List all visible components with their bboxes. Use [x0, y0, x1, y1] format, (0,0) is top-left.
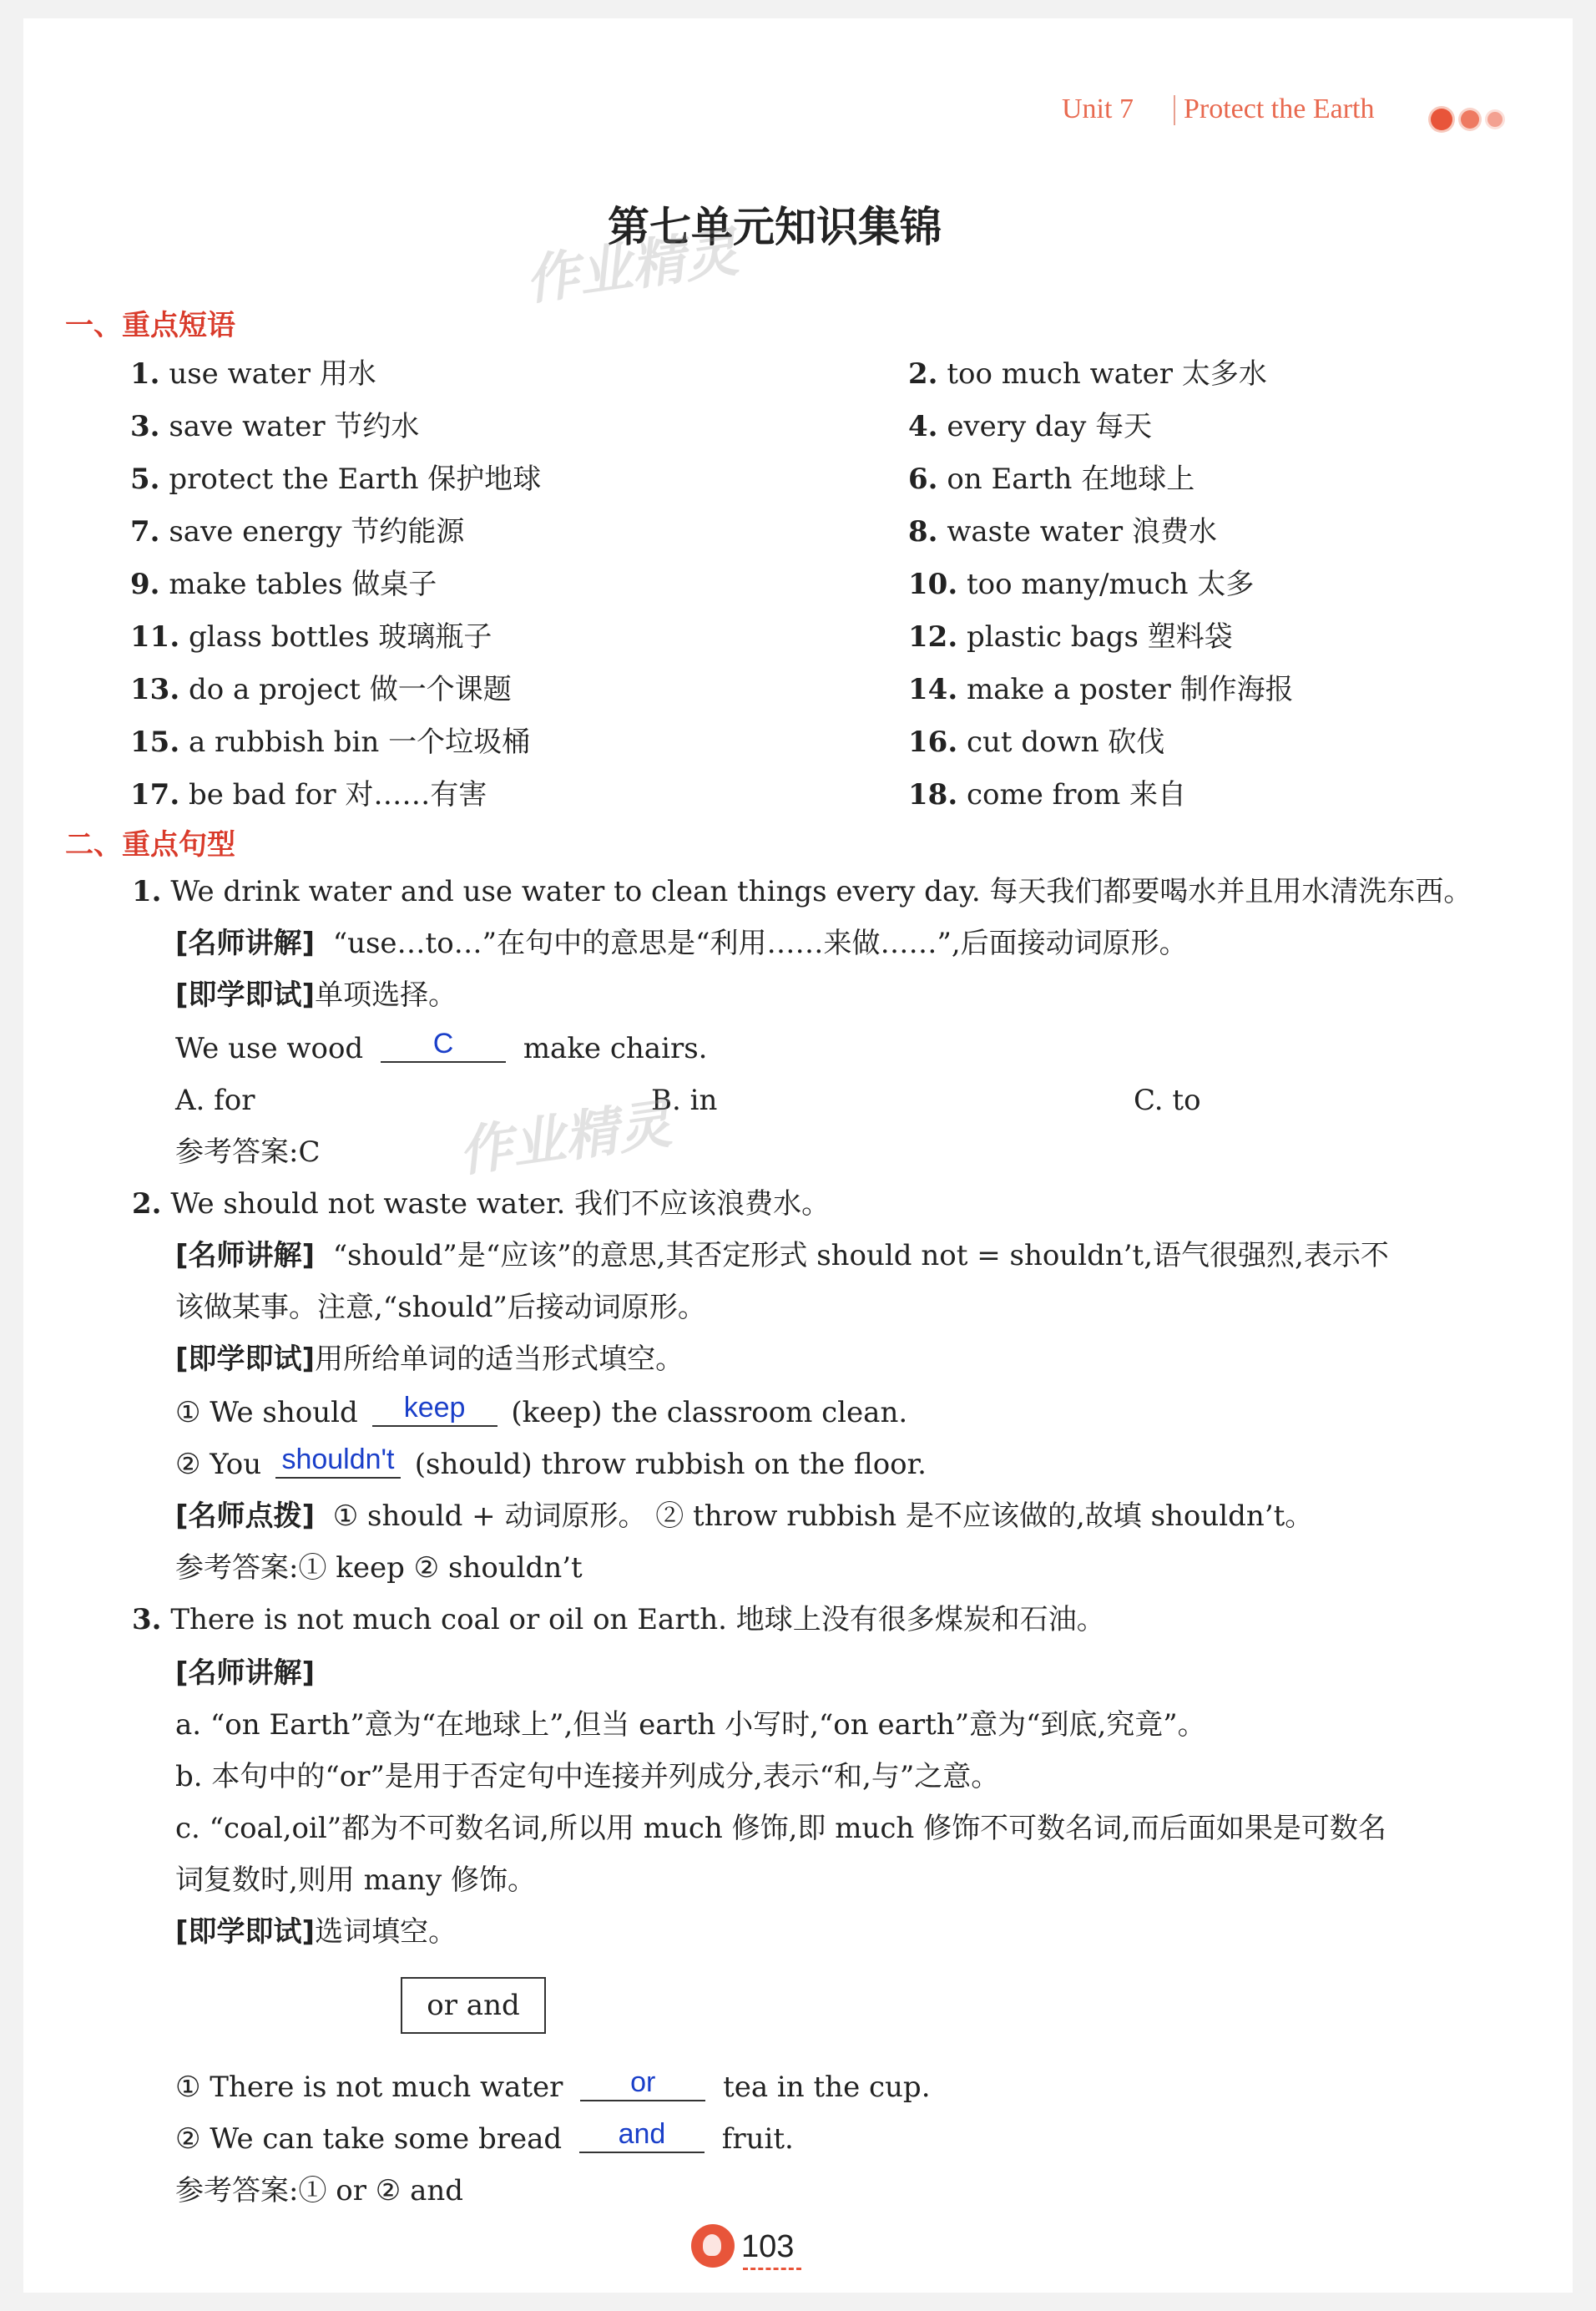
phrase-text: make a poster 制作海报 [966, 673, 1294, 706]
s1-sentence: 1. We drink water and use water to clean things every day. 每天我们都要喝水并且用水清洗东西。 [132, 875, 1472, 908]
s1-question: We use wood C make chairs. [175, 1028, 708, 1065]
phrase-text: use water 用水 [169, 357, 376, 391]
phrase-text: make tables 做桌子 [169, 568, 437, 601]
phrase-number: 1. [130, 357, 160, 391]
watermark-logo: 作业精灵 [521, 221, 742, 313]
s2-explain: [名师讲解] “should”是“应该”的意思,其否定形式 should not = shouldn’t,语气很强烈,表示不 [175, 1239, 1389, 1272]
s1-option-c: C. to [1134, 1084, 1201, 1117]
phrase-text: cut down 砍伐 [966, 726, 1165, 759]
page-number-badge-icon [691, 2224, 735, 2268]
phrase-item [908, 722, 1164, 762]
s3-word-box [401, 1977, 546, 2034]
s3-point-a: a. “on Earth”意为“在地球上”,但当 earth 小写时,“on earth”意为“到底,究竟”。 [175, 1708, 1206, 1742]
page-number: 103 [741, 2229, 795, 2264]
s1-option-b: B. in [651, 1084, 718, 1117]
phrase-number: 12. [908, 620, 958, 654]
s2-tip: [名师点拨] ① should + 动词原形。 ② throw rubbish 是不应该做的,故填 shouldn’t。 [175, 1499, 1314, 1533]
watermark-logo-2: 作业精灵 [454, 1093, 675, 1185]
phrase-item [130, 670, 512, 710]
phrase-number: 11. [130, 620, 180, 654]
phrase-item [130, 564, 437, 604]
s2-sentence: 2. We should not waste water. 我们不应该浪费水。 [132, 1187, 831, 1221]
phrase-item [908, 564, 1254, 604]
section1-title: 一、重点短语 [65, 309, 235, 342]
s3-reference: 参考答案:① or ② and [175, 2174, 464, 2207]
phrase-text: save energy 节约能源 [169, 515, 465, 549]
s1-practice: [即学即试]单项选择。 [175, 979, 457, 1012]
s2-question-1: ① We should keep (keep) the classroom clean. [175, 1392, 908, 1429]
s1-answer-blank: C [381, 1033, 506, 1063]
phrase-number: 13. [130, 673, 180, 706]
phrase-text: plastic bags 塑料袋 [966, 620, 1233, 654]
s3-answer-blank-2: and [579, 2123, 705, 2153]
s1-explain: [名师讲解] “use…to…”在句中的意思是“利用……来做……”,后面接动词原形。 [175, 927, 1188, 960]
phrase-item [130, 459, 541, 499]
phrase-item [130, 354, 376, 394]
s2-answer-blank-2: shouldn't [275, 1449, 401, 1479]
phrase-number: 9. [130, 568, 160, 601]
s1-option-a: A. for [175, 1084, 255, 1117]
s2-explain-cont: 该做某事。注意,“should”后接动词原形。 [175, 1291, 706, 1324]
phrase-number: 5. [130, 463, 160, 496]
phrase-number: 6. [908, 463, 938, 496]
phrase-number: 17. [130, 778, 180, 812]
phrase-item [130, 775, 487, 815]
document-page [23, 18, 1573, 2293]
s2-practice: [即学即试]用所给单词的适当形式填空。 [175, 1343, 684, 1376]
header-divider [1174, 95, 1175, 125]
s3-explain-tag: [名师讲解] [175, 1656, 316, 1690]
s3-word-box-text: or and [427, 1989, 520, 2022]
s1-reference: 参考答案:C [175, 1135, 321, 1169]
phrase-text: protect the Earth 保护地球 [169, 463, 542, 496]
phrase-number: 18. [908, 778, 958, 812]
phrase-text: on Earth 在地球上 [947, 463, 1195, 496]
s2-answer-blank-1: keep [372, 1397, 497, 1427]
phrase-item [130, 512, 464, 552]
phrase-number: 14. [908, 673, 958, 706]
phrase-item [130, 722, 530, 762]
phrase-number: 16. [908, 726, 958, 759]
s2-question-2: ② You shouldn't (should) throw rubbish on the floor. [175, 1444, 927, 1481]
s3-point-b: b. 本句中的“or”是用于否定句中连接并列成分,表示“和,与”之意。 [175, 1760, 1000, 1793]
phrase-text: a rubbish bin 一个垃圾桶 [188, 726, 531, 759]
phrase-number: 8. [908, 515, 938, 549]
phrase-item [908, 354, 1267, 394]
phrase-number: 4. [908, 410, 938, 443]
phrase-number: 10. [908, 568, 958, 601]
phrase-item [908, 512, 1217, 552]
phrase-item [908, 775, 1186, 815]
phrase-number: 2. [908, 357, 938, 391]
phrase-text: every day 每天 [947, 410, 1153, 443]
phrase-text: save water 节约水 [169, 410, 420, 443]
phrase-number: 7. [130, 515, 160, 549]
phrase-text: glass bottles 玻璃瓶子 [188, 620, 492, 654]
page-number-underline [743, 2268, 801, 2270]
phrase-number: 15. [130, 726, 180, 759]
phrase-text: too many/much 太多 [966, 568, 1255, 601]
header-unit: Unit 7 [1062, 94, 1134, 124]
phrase-item [908, 407, 1152, 447]
phrase-text: be bad for 对……有害 [188, 778, 487, 812]
phrase-item [908, 617, 1233, 657]
s3-practice: [即学即试]选词填空。 [175, 1915, 457, 1949]
phrase-text: come from 来自 [966, 778, 1187, 812]
s3-point-c: c. “coal,oil”都为不可数名词,所以用 much 修饰,即 much 修饰不可数名词,而后面如果是可数名 [175, 1812, 1386, 1845]
phrase-item [908, 670, 1294, 710]
s3-point-c-cont: 词复数时,则用 many 修饰。 [175, 1863, 537, 1897]
s3-sentence: 3. There is not much coal or oil on Earth. 地球上没有很多煤炭和石油。 [132, 1603, 1105, 1636]
phrase-text: do a project 做一个课题 [188, 673, 512, 706]
page-title: 第七单元知识集锦 [608, 203, 942, 251]
s3-question-2: ② We can take some bread and fruit. [175, 2118, 794, 2156]
s2-reference: 参考答案:① keep ② shouldn’t [175, 1551, 583, 1585]
phrase-number: 3. [130, 410, 160, 443]
s3-answer-blank-1: or [580, 2071, 705, 2101]
s3-question-1: ① There is not much water or tea in the cup. [175, 2066, 931, 2104]
header-title: Protect the Earth [1184, 94, 1375, 124]
section2-title: 二、重点句型 [65, 828, 235, 862]
phrase-item [130, 617, 492, 657]
phrase-text: waste water 浪费水 [947, 515, 1217, 549]
phrase-text: too much water 太多水 [947, 357, 1267, 391]
phrase-item [130, 407, 419, 447]
phrase-item [908, 459, 1194, 499]
